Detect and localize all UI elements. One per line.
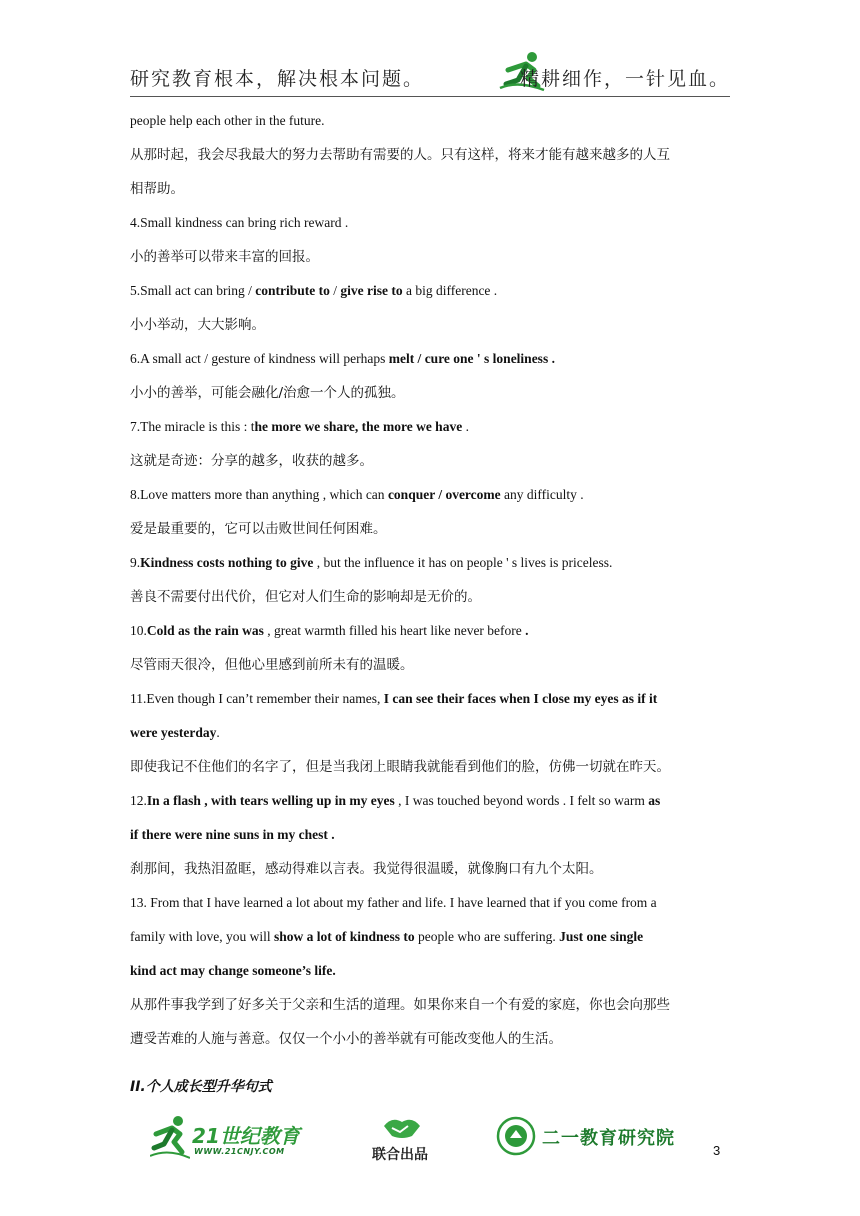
sentence-9-translation: 善良不需要付出代价，但它对人们生命的影响却是无价的。 xyxy=(130,589,481,605)
logo-joint-production-text: 联合出品 xyxy=(372,1147,428,1163)
logo-21cnjy-url: WWW.21CNJY.COM xyxy=(194,1147,285,1156)
sentence-7: 7.The miracle is this : the more we share, the more we have . xyxy=(130,419,469,434)
sentence-6-translation: 小小的善举，可能会融化/治愈一个人的孤独。 xyxy=(130,385,405,401)
document-body xyxy=(130,104,733,1118)
sentence-8-translation: 爱是最重要的，它可以击败世间任何困难。 xyxy=(130,521,387,537)
sentence-13-cont2: kind act may change someone’s life. xyxy=(130,963,336,978)
page-footer xyxy=(150,1110,740,1170)
section-heading: II.个人成长型升华句式 xyxy=(130,1079,272,1095)
sentence-13-translation: 从那件事我学到了好多关于父亲和生活的道理。如果你来自一个有爱的家庭，你也会向那些 xyxy=(130,997,670,1013)
sentence-8: 8.Love matters more than anything , which can conquer / overcome any difficulty . xyxy=(130,487,584,502)
sentence-9: 9.Kindness costs nothing to give , but the influence it has on people ' s lives is priceless. xyxy=(130,555,613,570)
header-slogan-left: 研究教育根本，解决根本问题。 xyxy=(130,68,425,90)
institute-seal-icon xyxy=(496,1116,536,1156)
header-divider xyxy=(130,96,730,97)
header-slogan-right: 精耕细作，一针见血。 xyxy=(519,68,730,90)
sentence-13: 13. From that I have learned a lot about my father and life. I have learned that if you come from a xyxy=(130,895,657,910)
logo-research-institute-text: 二一教育研究院 xyxy=(542,1128,675,1149)
sentence-11: 11.Even though I can’t remember their names, I can see their faces when I close my eyes as if it xyxy=(130,691,658,706)
sentence-10-translation: 尽管雨天很冷，但他心里感到前所未有的温暖。 xyxy=(130,657,414,673)
logo-21cnjy xyxy=(150,1114,310,1164)
sentence-11-cont: were yesterday. xyxy=(130,725,220,740)
sentence-7-translation: 这就是奇迹：分享的越多，收获的越多。 xyxy=(130,453,373,469)
sentence-5: 5.Small act can bring / contribute to / give rise to a big difference . xyxy=(130,283,498,298)
paragraph-line: people help each other in the future. xyxy=(130,113,325,128)
sentence-13-cont: family with love, you will show a lot of kindness to people who are suffering. Just one single xyxy=(130,929,644,944)
chinese-translation: 相帮助。 xyxy=(130,181,184,197)
sentence-5-translation: 小小举动，大大影响。 xyxy=(130,317,265,333)
sentence-12-cont: if there were nine suns in my chest . xyxy=(130,827,335,842)
sentence-4-translation: 小的善举可以带来丰富的回报。 xyxy=(130,249,319,265)
logo-joint-production xyxy=(368,1112,438,1164)
logo-21cnjy-title: 21世纪教育 xyxy=(192,1124,300,1148)
logo-research-institute xyxy=(496,1116,716,1160)
runner-logo-icon xyxy=(150,1114,190,1160)
page-number: 3 xyxy=(713,1143,721,1158)
handshake-icon xyxy=(382,1112,422,1142)
sentence-12: 12.In a flash , with tears welling up in my eyes , I was touched beyond words . I felt so warm as xyxy=(130,793,661,808)
sentence-13-translation-cont: 遭受苦难的人施与善意。仅仅一个小小的善举就有可能改变他人的生活。 xyxy=(130,1031,562,1047)
chinese-translation: 从那时起，我会尽我最大的努力去帮助有需要的人。只有这样，将来才能有越来越多的人互 xyxy=(130,147,670,163)
sentence-11-translation: 即使我记不住他们的名字了，但是当我闭上眼睛我就能看到他们的脸，仿佛一切就在昨天。 xyxy=(130,759,670,775)
sentence-12-translation: 刹那间，我热泪盈眶，感动得难以言表。我觉得很温暖，就像胸口有九个太阳。 xyxy=(130,861,603,877)
sentence-10: 10.Cold as the rain was , great warmth filled his heart like never before . xyxy=(130,623,529,638)
sentence-6: 6.A small act / gesture of kindness will perhaps melt / cure one ' s loneliness . xyxy=(130,351,555,366)
page-header xyxy=(130,48,730,98)
sentence-4: 4.Small kindness can bring rich reward . xyxy=(130,215,349,230)
